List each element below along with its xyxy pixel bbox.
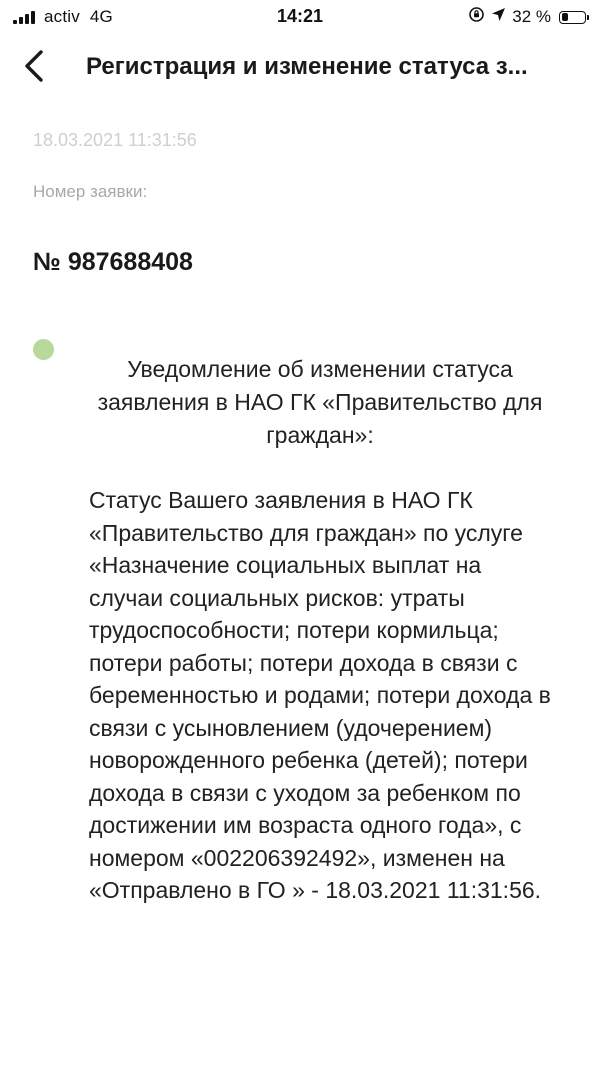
status-time: 14:21 (276, 6, 324, 26)
back-button[interactable] (14, 46, 54, 86)
notice-title: Уведомление об изменении статуса заявления в НАО ГК «Правительство для граждан»: (97, 356, 543, 448)
request-number-label: Номер заявки: (33, 182, 148, 201)
page-title: Регистрация и изменение статуса з... (86, 53, 528, 80)
network-type: 4G (89, 7, 113, 26)
battery-percent: 32 % (512, 7, 551, 26)
carrier-name: activ (44, 7, 80, 26)
chevron-left-icon (22, 49, 46, 83)
battery-level (562, 13, 569, 21)
status-bar (0, 0, 600, 34)
location-arrow-icon (491, 7, 506, 27)
request-number: № 987688408 (33, 248, 193, 276)
orientation-lock-icon (468, 6, 485, 28)
status-indicator-dot (33, 339, 54, 360)
battery-icon (559, 11, 586, 24)
message-timestamp: 18.03.2021 11:31:56 (33, 130, 197, 150)
header (0, 40, 600, 96)
status-indicators (468, 6, 586, 28)
notice-body: Статус Вашего заявления в НАО ГК «Правительство для граждан» по услуге «Назначение социальных выплат на случаи социальных рисков: утраты трудоспособности; потери кормильца; потери работы; потери дохода в связи с беременностью и родами; потери дохода в связи с усыновлением (удочерением) новорожденного ребенка (детей); потери дохода в связи с уходом за ребенком по достижении им возраста одного года», с номером «002206392492», изменен на «Отправлено в ГО » - 18.03.2021 11:31:56. (89, 487, 551, 903)
